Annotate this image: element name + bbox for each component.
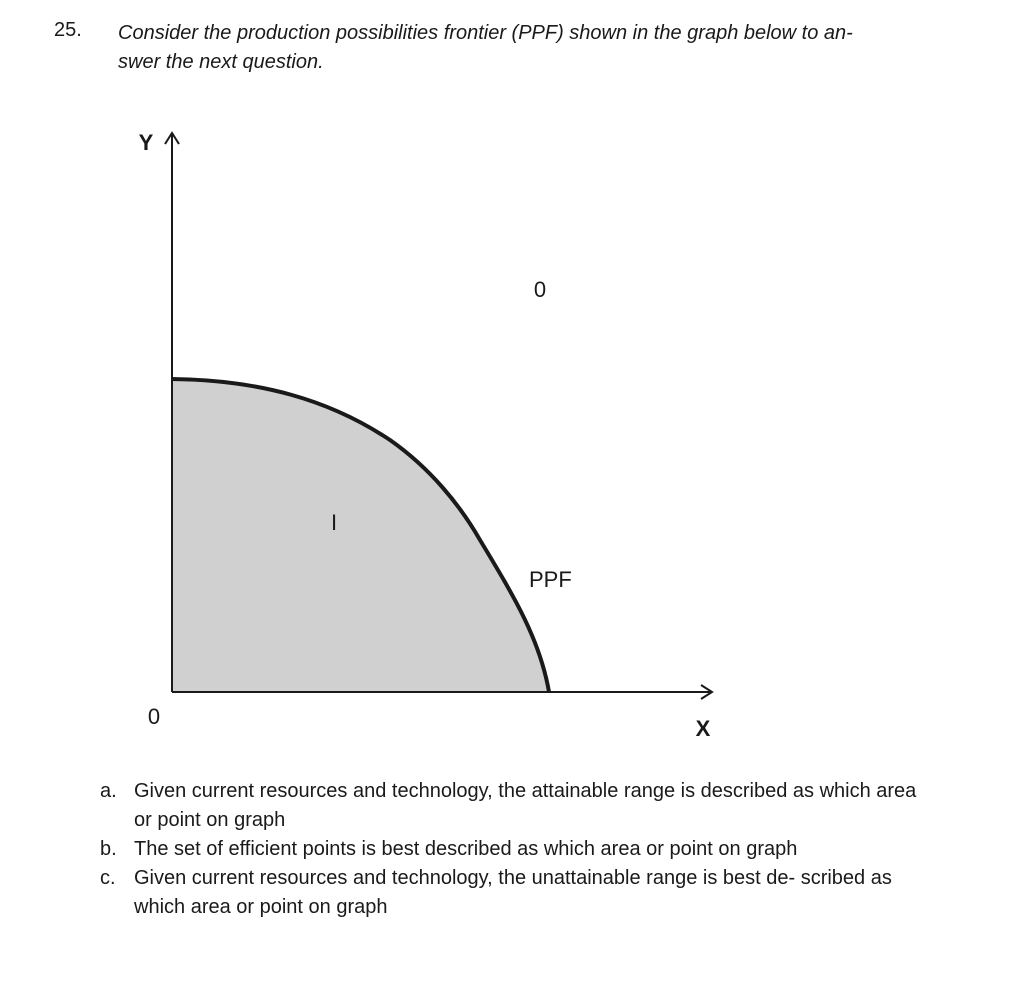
subquestion-b [100,835,920,864]
outside-point-label: 0 [533,277,547,302]
subquestion-list [100,777,920,922]
inside-area-label: I [330,510,338,535]
subquestion-label: b. [100,838,117,860]
subquestion-label: a. [100,780,117,802]
question-prompt-line-2: swer the next question. [118,51,324,73]
origin-label: 0 [147,704,161,729]
ppf-curve-label: PPF [529,567,572,592]
subquestion-text: The set of efficient points is best described as which area or point on graph [134,838,798,860]
y-axis-label: Y [138,130,154,155]
subquestion-text: Given current resources and technology, the unattainable range is best de- scribed as which area or point on graph [134,867,892,918]
subquestion-label: c. [100,867,116,889]
subquestion-text: Given current resources and technology, the attainable range is described as which area or point on graph [134,780,917,831]
subquestion-c [100,864,920,922]
question-number: 25. [54,19,82,41]
attainable-region [172,379,549,692]
question-prompt-line-1: Consider the production possibilities frontier (PPF) shown in the graph below to an- [118,22,853,44]
x-axis-label: X [695,716,711,741]
subquestion-a [100,777,920,835]
